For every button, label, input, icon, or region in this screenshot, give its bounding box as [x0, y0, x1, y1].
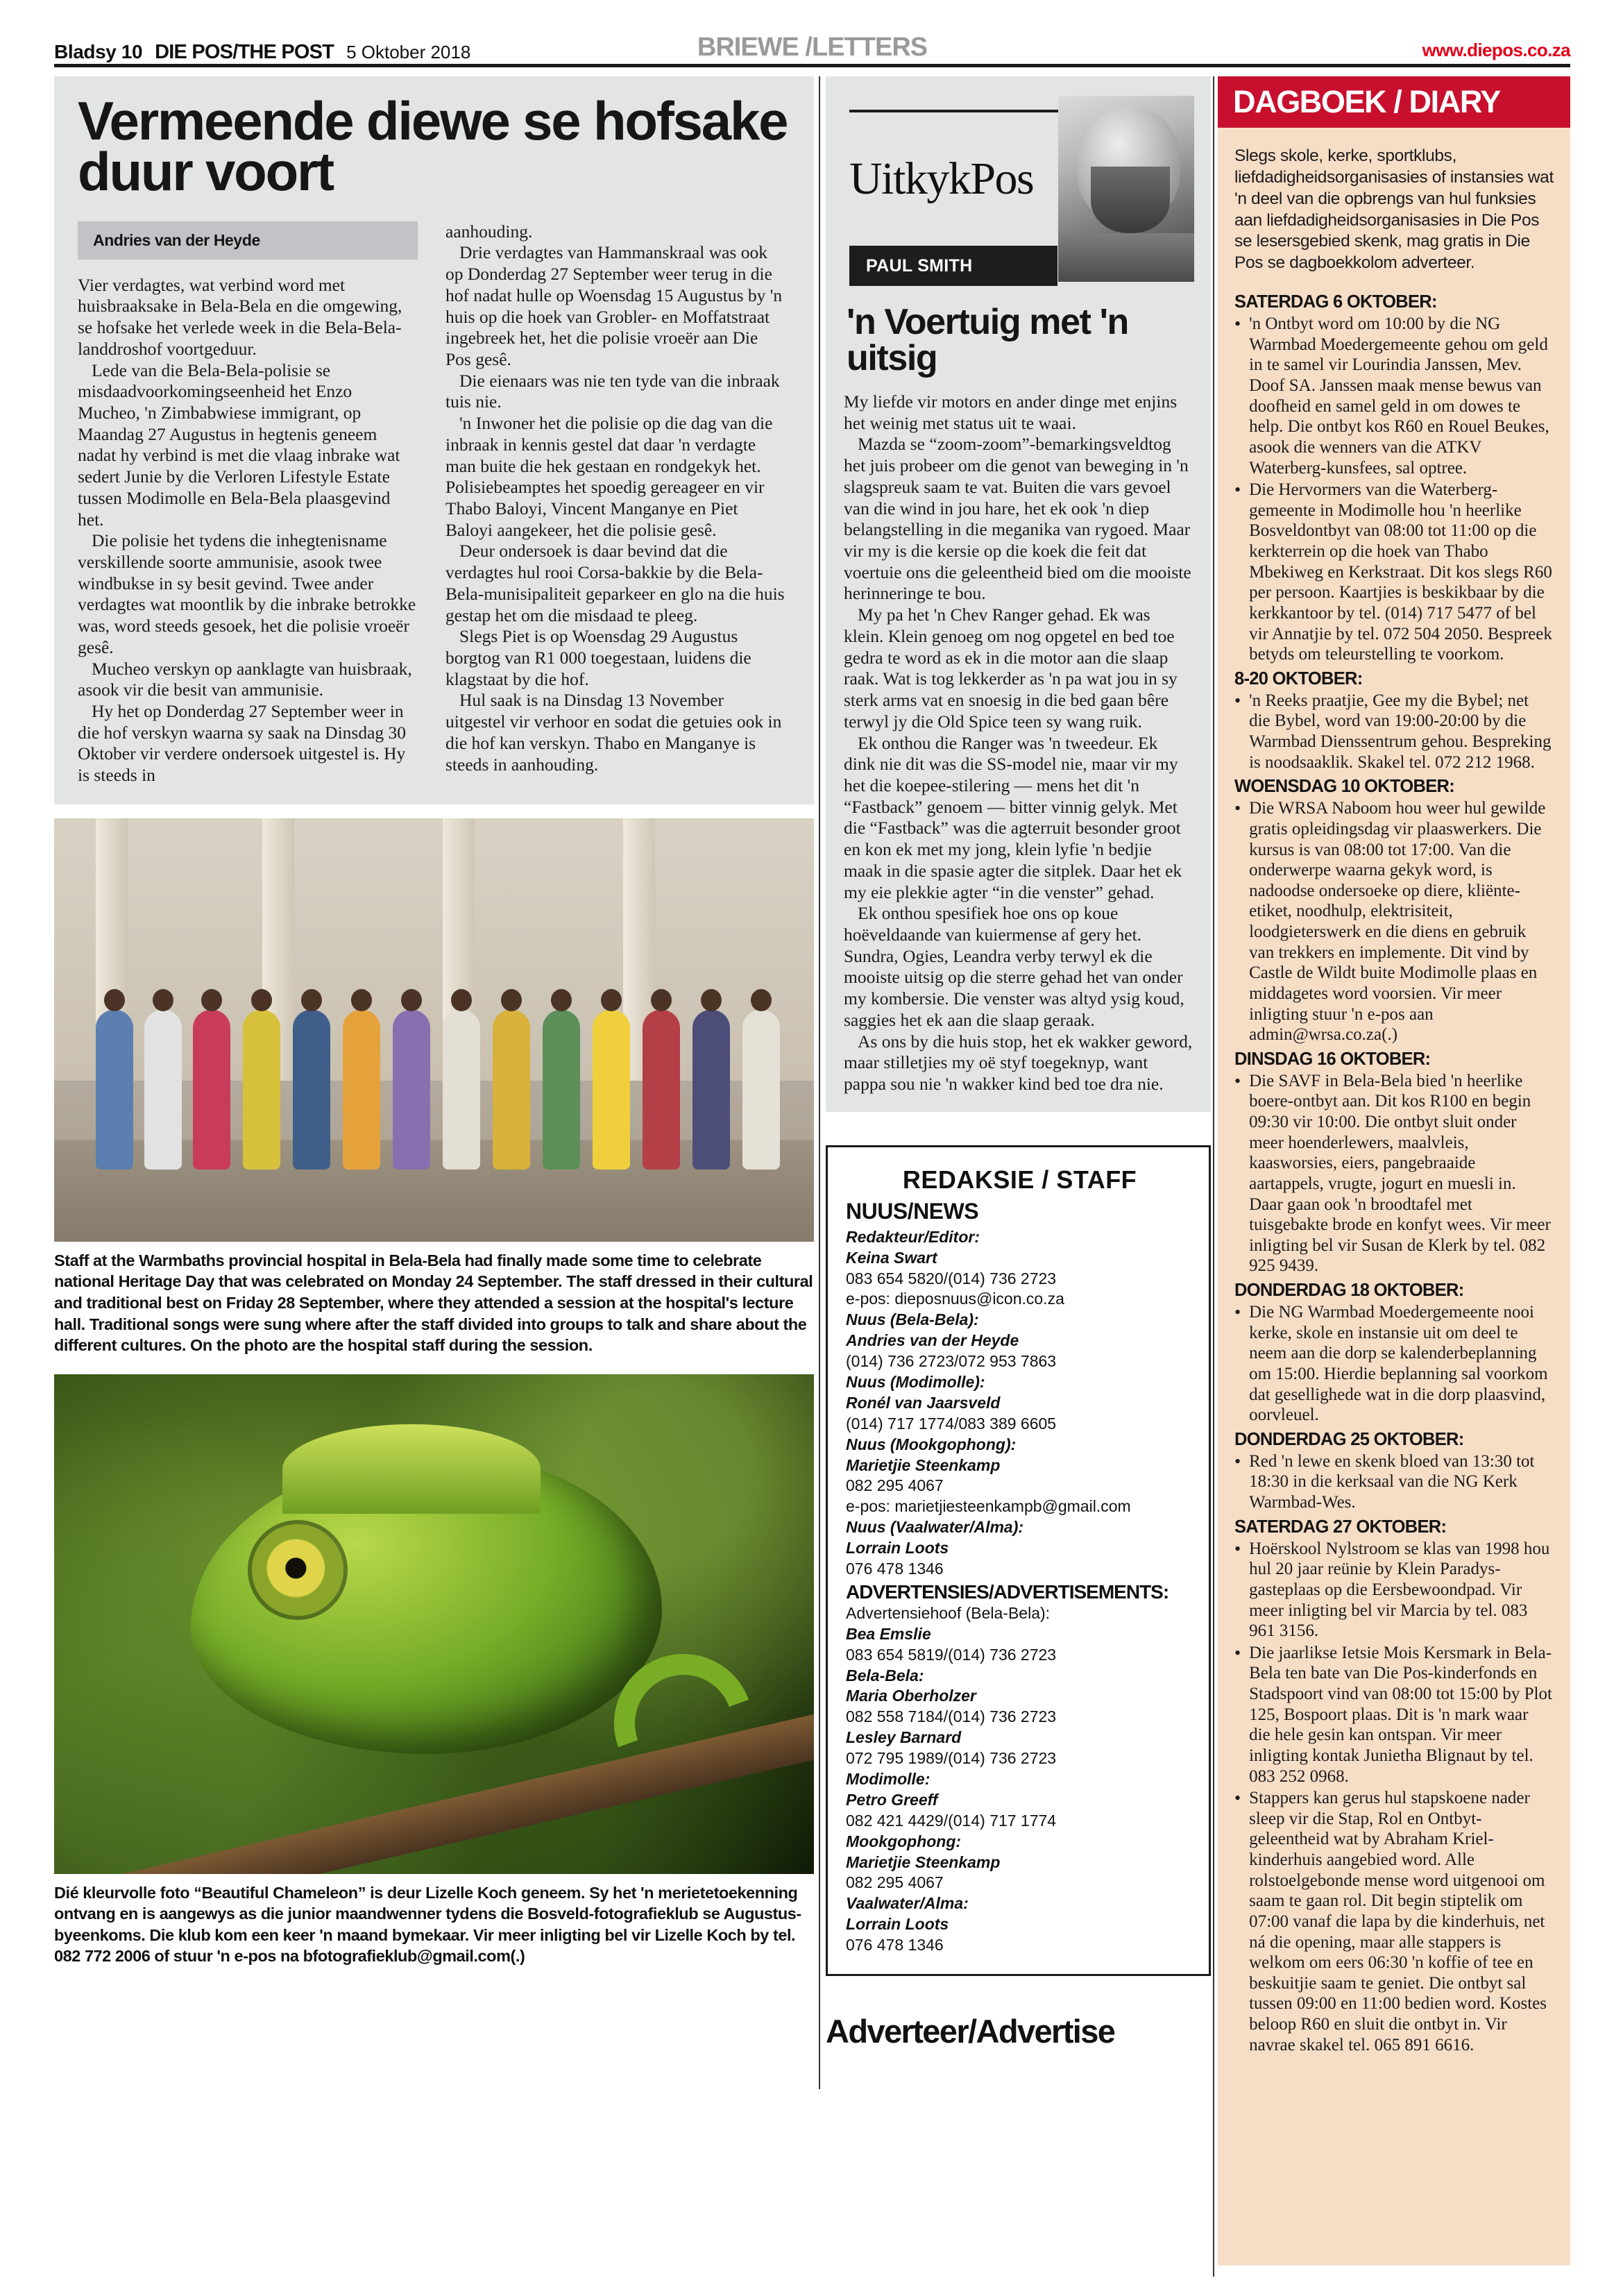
publication-title: DIE POS/THE POST [155, 41, 334, 63]
diary-intro: Slegs skole, kerke, sportklubs, liefdadigheidsorganisasies of instansies wat 'n deel van die opbrengs van hul funksies aan liefdadigheidsorganisasies in Die Pos se lesersgebied skenk, mag gratis in Die Pos se dagboekkolom adverteer. [1234, 146, 1554, 273]
photo-person [643, 1010, 680, 1170]
diary-item-text: Hoërskool Nylstroom se klas van 1998 hou hul 20 jaar reünie by Klein Paradys-gasteplaas op die Eersbewoondpad. Vir meer inligting bel vir Marcia by tel. 083 961 3156. [1249, 1539, 1550, 1641]
diary-date: SATERDAG 27 OKTOBER: [1234, 1517, 1447, 1537]
diary-date: 8-20 OKTOBER: [1234, 668, 1363, 689]
ads-role: Advertensiehoof (Bela-Bela): [846, 1603, 1051, 1622]
staff-phone: (014) 736 2723/072 953 7863 [846, 1352, 1057, 1371]
staff-role: Nuus (Bela-Bela): [846, 1310, 979, 1329]
diary-item-text: Red 'n lewe en skenk bloed van 13:30 tot 18:30 in die kerksaal van die NG Kerk Warmbad-Wes. [1249, 1451, 1535, 1512]
ads-phone: 082 295 4067 [846, 1873, 944, 1892]
paragraph: Hy het op Donderdag 27 September weer in die hof verskyn waarna sy saak na Dinsdag 30 Oktober vir verdere ondersoek uitgestel is. Hy is steeds in [78, 701, 407, 786]
article-headline: Vermeende diewe se hofsake duur voort [78, 90, 788, 203]
paragraph: Vier verdagtes, wat verbind word met huisbraaksake in Bela-Bela en die omgewing, se hofsake het verlede week in die Bela-Bela-landdroshof voortgeduur. [78, 274, 402, 359]
ads-role: Modimolle: [846, 1769, 931, 1788]
diary-date: SATERDAG 6 OKTOBER: [1234, 292, 1437, 312]
staff-role: Nuus (Modimolle): [846, 1372, 985, 1391]
paragraph: Deur ondersoek is daar bevind dat die verdagtes hul rooi Corsa-bakkie by die Bela-Bela-munisipaliteit geparkeer en glo na die huis gestap het om die misdaad te pleeg. [445, 541, 785, 625]
diary-item [1234, 1643, 1554, 1787]
paragraph: My liefde vir motors en ander dinge met enjins het weinig met status uit te waai. [844, 391, 1178, 433]
photo-chameleon-eye [252, 1524, 343, 1616]
ads-phone: 072 795 1989/(014) 736 2723 [846, 1749, 1057, 1768]
ads-role: Bela-Bela: [846, 1666, 924, 1685]
bullet-icon: • [1234, 1302, 1241, 1323]
ads-phone: 083 654 5819/(014) 736 2723 [846, 1645, 1057, 1664]
ads-name: Bea Emslie [846, 1624, 931, 1643]
diary-item [1234, 480, 1554, 665]
staff-role: Redakteur/Editor: [846, 1227, 980, 1246]
staff-news-heading: NUUS/NEWS [846, 1198, 979, 1224]
diary-item-text: 'n Reeks praatjie, Gee my die Bybel; net die Bybel, word van 19:00-20:00 by die Warmbad Dienssentrum gehou. Bespreking is noodsaaklik. Skakel tel. 072 212 1968. [1249, 691, 1552, 772]
bullet-icon: • [1234, 1538, 1241, 1559]
masthead-divider [54, 64, 1570, 67]
paragraph: As ons by die huis stop, het ek wakker geword, maar stilletjies my oë styf toegeknyp, want pappa sou nie 'n wakker kind bed toe dra nie. [844, 1031, 1193, 1094]
advertise-label[interactable]: Adverteer/Advertise [826, 2013, 1115, 2050]
article-column-1 [78, 221, 418, 786]
hospital-photo-caption: Staff at the Warmbaths provincial hospital in Bela-Bela had finally made some time to celebrate national Heritage Day that was celebrated on Monday 24 September. The staff dressed in their cultural and traditional best on Friday 28 September, where they attended a session at the hospital's lecture hall. Traditional songs were sung where after the staff divided into groups to talk and share about the different cultures. On the photo are the hospital staff during the session. [54, 1251, 813, 1355]
ads-name: Marietjie Steenkamp [846, 1852, 1001, 1871]
photo-person [543, 1010, 580, 1170]
diary-item-text: 'n Ontbyt word om 10:00 by die NG Warmbad Moedergemeente gehou om geld in te samel vir Lourindia Janssen, Mev. Doof SA. Janssen maak mense bewus van doofheid en samel geld in om dowes te help. Die ontbyt kos R60 en Rouel Beukes, asook die wenners van die ATKV Waterberg-kunsfees, sal optree. [1249, 314, 1549, 478]
bullet-icon: • [1234, 1451, 1241, 1471]
ads-phone: 082 558 7184/(014) 736 2723 [846, 1707, 1057, 1726]
ads-role: Vaalwater/Alma: [846, 1894, 969, 1913]
uitkykpos-block [826, 76, 1211, 1112]
staff-email[interactable]: e-pos: marietjiesteenkampb@gmail.com [846, 1497, 1131, 1516]
uitkykpos-header [844, 92, 1193, 300]
photo-person [343, 1010, 380, 1170]
article-body-2 [445, 221, 785, 776]
article-block [54, 76, 814, 804]
diary-item [1234, 314, 1554, 478]
paragraph: Mucheo verskyn op aanklagte van huisbraak, asook vir die besit van ammunisie. [78, 658, 412, 700]
diary-body [1218, 128, 1570, 2265]
staff-news-entries [846, 1227, 1193, 1580]
columnist-name: PAUL SMITH [866, 255, 973, 276]
paragraph: Ek onthou die Ranger was 'n tweedeur. Ek dink nie dit was die SS-model nie, maar vir my het die koepee-stilering — mens het dit 'n “Fastback” genoem — bitter vinnig gelyk. Met die “Fastback” was die agterruit besonder groot en kon ek met my jong, klein lyfie 'n bedjie maak in die spasie agter die sitplek. Daar het ek my eie plekkie agter “in die venster” gehad. [844, 732, 1182, 902]
paragraph: Mazda se “zoom-zoom”-bemarkingsveldtog het juis probeer om die genot van beweging in 'n slagspreuk saam te vat. Buiten die vars gevoel van die wind in jou hare, het ek ook 'n diep belangstelling in die meganika van rygoed. Maar vir my is die kersie op die koek die feit dat voertuie ons die geleentheid bied om die mooiste herinneringe te bou. [844, 434, 1191, 604]
staff-email[interactable]: e-pos: dieposnuus@icon.co.za [846, 1290, 1064, 1308]
uitkykpos-body [844, 391, 1193, 1095]
ads-phone: 076 478 1346 [846, 1936, 944, 1955]
bullet-icon: • [1234, 1070, 1241, 1091]
issue-date: 5 Oktober 2018 [346, 42, 471, 62]
photo-person [144, 1010, 182, 1170]
bullet-icon: • [1234, 314, 1241, 335]
page-number-label: Bladsy 10 [54, 41, 143, 62]
staff-name: Andries van der Heyde [846, 1331, 1019, 1350]
uitkykpos-logo: UitkykPos [849, 153, 1034, 204]
paragraph: Slegs Piet is op Woensdag 29 Augustus borgtog van R1 000 toegestaan, luidens die klagstaat by die hof. [445, 626, 751, 689]
ads-role: Mookgophong: [846, 1832, 962, 1850]
diary-header [1218, 76, 1570, 128]
diary-item [1234, 691, 1554, 773]
bullet-icon: • [1234, 480, 1241, 500]
paragraph: Ek onthou spesifiek hoe ons op koue hoëveldaande van kuiermense af gery het. Sundra, Ogies, Leandra verby terwyl ek die mooiste uitsig op die sterre gehad het van onder my kombersie. Die venster was altyd ysig koud, saggies het ek aan die slaap geraak. [844, 903, 1184, 1030]
column-divider [819, 76, 820, 2089]
staff-title: REDAKSIE / STAFF [902, 1165, 1137, 1194]
photo-person [692, 1010, 730, 1170]
paragraph: Hul saak is na Dinsdag 13 November uitgestel vir verhoor en sodat die getuies ook in die hof kan verskyn. Thabo en Manganye is steeds in aanhouding. [445, 690, 782, 775]
article-columns [78, 221, 790, 786]
section-title: BRIEWE /LETTERS [697, 33, 928, 62]
column-divider [1213, 76, 1214, 2277]
staff-name: Keina Swart [846, 1248, 937, 1267]
photo-person [742, 1010, 780, 1170]
paragraph: 'n Inwoner het die polisie op die dag van die inbraak in kennis gestel dat daar 'n verdagte man buite die hek gestaan en rondgekyk het. Polisiebeamptes het spoedig gereageer en vir Thabo Baloyi, Vincent Manganye en Piet Baloyi aangekeer, het die polisie gesê. [445, 413, 773, 540]
uitkykpos-headline: 'n Voertuig met 'n uitsig [847, 302, 1128, 378]
ads-name: Maria Oberholzer [846, 1687, 976, 1705]
chameleon-photo-caption: Dié kleurvolle foto “Beautiful Chameleon” is deur Lizelle Koch geneem. Sy het 'n merietetoekenning ontvang en is aangewys as die junior maandwenner tydens die Bosveld-fotografieklub se Augustus-byeenkoms. Die klub kom een keer 'n maand bymekaar. Vir meer inligting bel vir Lizelle Koch by tel. 082 772 2006 of stuur 'n e-pos na bfotografieklub@gmail.com(.) [54, 1883, 801, 1966]
staff-role: Nuus (Mookgophong): [846, 1435, 1017, 1453]
staff-phone: 083 654 5820/(014) 736 2723 [846, 1269, 1057, 1288]
paragraph: Lede van die Bela-Bela-polisie se misdaadvoorkomingseenheid het Enzo Mucheo, 'n Zimbabwiese immigrant, op Maandag 27 Augustus in hegtenis geneem nadat hy verbind is met die vlaag inbrake wat sedert Junie by die Verloren Lifestyle Estate tussen Modimolle en Bela-Bela plaasgevind het. [78, 360, 400, 530]
bullet-icon: • [1234, 690, 1241, 711]
diary-item [1234, 1302, 1554, 1426]
ads-name: Lorrain Loots [846, 1915, 949, 1934]
photo-chameleon-crest [282, 1424, 541, 1514]
ads-name: Lesley Barnard [846, 1728, 962, 1747]
diary-item [1234, 798, 1554, 1045]
article-body-1 [78, 275, 418, 786]
diary-item [1234, 1451, 1554, 1513]
staff-role: Nuus (Vaalwater/Alma): [846, 1518, 1024, 1537]
staff-name: Ronél van Jaarsveld [846, 1393, 1001, 1412]
paragraph: Drie verdagtes van Hammanskraal was ook op Donderdag 27 September weer terug in die hof nadat hulle op Woensdag 15 Augustus by 'n huis op die hoek van Grobler- en Moffatstraat ingebreek het, het die polisie vroeër aan Die Pos gesê. [445, 242, 783, 369]
diary-item-text: Die WRSA Naboom hou weer hul gewilde gratis opleidingsdag vir plaaswerkers. Die kursus is van 08:00 tot 17:00. Van die onderwerpe waarna gekyk word, is nadoodse ondersoeke op diere, kliënte-etiket, noodhulp, elektrisiteit, loodgieterswerk en die diens en gebruik van trekkers en implemente. Dit vind by Castle de Wildt buite Modimolle plaas en middagetes word voorsien. Vir meer inligting stuur 'n e-pos aan admin@wrsa.co.za(.) [1249, 799, 1546, 1045]
staff-ads-heading: ADVERTENSIES/ADVERTISEMENTS: [846, 1580, 1169, 1603]
diary-date: DONDERDAG 25 OKTOBER: [1234, 1429, 1464, 1449]
bullet-icon: • [1234, 1642, 1241, 1663]
diary-item [1234, 1071, 1554, 1276]
photo-person [593, 1010, 630, 1170]
portrait-shirt [1058, 233, 1194, 282]
diary-item-text: Die SAVF in Bela-Bela bied 'n heerlike boere-ontbyt aan. Dit kos R100 en begin 09:30 vir 10:00. Die ontbyt sluit onder meer hoenderlewers, maalvleis, kaasworsies, eiers, pangebraaide aartappels, vrugte, jogurt en muesli in. Daar gaan ook 'n broodtafel met tuisgebakte brode en konfyt wees. Vir meer inligting bel vir Susan de Klerk by tel. 082 925 9439. [1249, 1071, 1551, 1276]
photo-person [493, 1010, 530, 1170]
diary-column [1218, 76, 1570, 2265]
main-article-column [54, 76, 814, 1967]
diary-item-text: Stappers kan gerus hul stapskoene nader sleep vir die Stap, Rol en Ontbyt-geleentheid wat by Abraham Kriel-kinderhuis aangebied word. Alle rolstoelgebonde mense word uitgenooi om saam te gaan rol. Dit begin stiptelik om 07:00 vanaf die lapa by die kinderhuis, net ná die opening, maar alle stappers is welkom om eers 06:30 'n koffie of tee en beskuitjie saam te geniet. Die ontbyt sal tussen 09:00 en 11:00 bedien word. Kostes beloop R60 en sluit die ontbyt in. Vir navrae skakel tel. 065 891 6616. [1249, 1789, 1547, 2054]
photo-person [293, 1010, 330, 1170]
diary-date: DONDERDAG 18 OKTOBER: [1234, 1281, 1464, 1301]
paragraph: aanhouding. [445, 221, 533, 242]
opinion-column [826, 76, 1211, 2050]
chameleon-photo [54, 1374, 814, 1874]
staff-phone: 076 478 1346 [846, 1559, 944, 1578]
diary-item [1234, 1788, 1554, 2055]
masthead [54, 19, 1570, 64]
diary-item-text: Die Hervormers van die Waterberg-gemeente in Modimolle hou 'n heerlike Bosveldontbyt van 08:00 tot 11:00 op die kerkterrein op die hoek van Thabo Mbekiweg en Kerkstraat. Dit kos slegs R60 per persoon. Kaartjies is beskikbaar by die kerkkantoor by tel. (014) 717 5477 of bel vir Annatjie by tel. 072 504 2050. Bespreek betyds om teleurstelling te voorkom. [1249, 480, 1552, 664]
photo-person [393, 1010, 430, 1170]
hospital-staff-photo [54, 818, 814, 1242]
photo-person [193, 1010, 230, 1170]
paragraph: Die eienaars was nie ten tyde van die inbraak tuis nie. [445, 370, 780, 412]
bullet-icon: • [1234, 1788, 1241, 1809]
website-url[interactable]: www.diepos.co.za [1422, 40, 1570, 60]
article-column-2 [445, 221, 785, 786]
portrait-beard [1091, 167, 1170, 233]
columnist-portrait [1058, 96, 1194, 282]
staff-name: Lorrain Loots [846, 1539, 949, 1558]
bullet-icon: • [1234, 798, 1241, 819]
staff-name: Marietjie Steenkamp [846, 1455, 1001, 1474]
byline-author: Andries van der Heyde [93, 230, 260, 249]
photo-person [96, 1010, 133, 1170]
staff-phone: (014) 717 1774/083 389 6605 [846, 1414, 1057, 1433]
diary-date: DINSDAG 16 OKTOBER: [1234, 1049, 1431, 1069]
paragraph: Die polisie het tydens die inhegtenisname verskillende soorte ammunisie, asook twee windbukse in sy besit gevind. Twee ander verdagtes wat moontlik by die inbrake betrokke was, word steeds gesoek, het die polisie vroeër gesê. [78, 530, 416, 657]
diary-title: DAGBOEK / DIARY [1233, 84, 1500, 119]
diary-item-text: Die NG Warmbad Moedergemeente nooi kerke, skole en instansie uit om deel te neem aan die dorp se kalenderbeplanning om 15:00. Hierdie beplanning sal voorkom dat gesellighede wat in die dorp plaasvind, oorvleuel. [1249, 1303, 1548, 1425]
staff-ads-entries [846, 1603, 1193, 1956]
photo-person [243, 1010, 280, 1170]
photo-person [443, 1010, 480, 1170]
ads-phone: 082 421 4429/(014) 717 1774 [846, 1811, 1057, 1830]
columnist-name-bar [849, 246, 1057, 286]
byline-box [78, 221, 418, 260]
diary-item [1234, 1539, 1554, 1641]
staff-phone: 082 295 4067 [846, 1476, 944, 1495]
ads-name: Petro Greeff [846, 1790, 938, 1809]
diary-date: WOENSDAG 10 OKTOBER: [1234, 777, 1455, 797]
paragraph: My pa het 'n Chev Ranger gehad. Ek was klein. Klein genoeg om nog opgetel en bed toe gedra te word as ek in die motor aan die slaap raak. Wat is tog lekkerder as 'n pa wat jou in sy sterk arms vat en snoesig in die bed gaan bêre terwyl jy die Old Spice teen sy wang ruik. [844, 605, 1178, 732]
staff-box [826, 1145, 1211, 1976]
diary-item-text: Die jaarlikse Ietsie Mois Kersmark in Bela-Bela ten bate van Die Pos-kinderfonds en Stadspoort vind van 08:00 tot 15:00 by Plot 125, Bospoort plaas. Dit is 'n mark waar die hele gesin kan ontspan. Vir meer inligting kontak Junietha Blignaut by tel. 083 252 0968. [1249, 1643, 1552, 1786]
